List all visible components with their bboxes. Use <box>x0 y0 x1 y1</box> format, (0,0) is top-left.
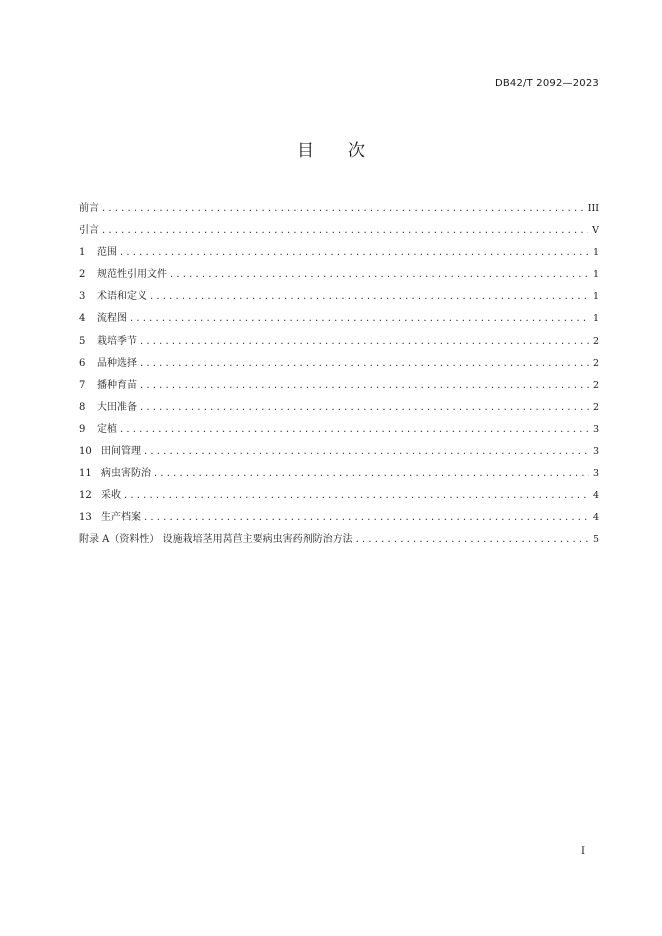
toc-entry[interactable] <box>79 288 599 310</box>
toc-leader-dots <box>140 355 589 373</box>
table-of-contents <box>79 200 599 554</box>
document-code: DB42/T 2092—2023 <box>494 78 599 89</box>
toc-entry-page: 2 <box>592 379 599 391</box>
toc-entry-label: 栽培季节 <box>97 335 137 347</box>
toc-entry[interactable] <box>79 487 599 509</box>
toc-entry[interactable] <box>79 222 599 244</box>
toc-entry-page: 2 <box>592 357 599 369</box>
toc-entry-label: 附录 A（资料性） 设施栽培茎用莴苣主要病虫害药剂防治方法 <box>79 534 353 546</box>
toc-entry-page: 3 <box>592 423 599 435</box>
toc-leader-dots <box>170 266 589 284</box>
toc-entry-number: 1 <box>79 247 86 259</box>
toc-leader-dots <box>140 377 589 395</box>
toc-entry-page: 3 <box>592 446 599 458</box>
toc-entry-label: 规范性引用文件 <box>97 269 167 281</box>
toc-leader-dots <box>144 509 589 527</box>
toc-leader-dots <box>356 531 589 549</box>
toc-entry[interactable] <box>79 377 599 399</box>
page-title: 目次 <box>297 141 399 161</box>
toc-entry-number: 3 <box>79 291 86 303</box>
toc-entry-number: 11 <box>79 468 92 480</box>
toc-entry[interactable] <box>79 310 599 332</box>
toc-entry-page: 2 <box>592 401 599 413</box>
toc-entry-label: 流程图 <box>97 313 127 325</box>
toc-leader-dots <box>140 333 589 351</box>
toc-entry[interactable] <box>79 443 599 465</box>
toc-entry-page: 1 <box>592 247 599 259</box>
toc-entry-number: 5 <box>79 335 86 347</box>
toc-entry-label: 采收 <box>101 490 121 502</box>
toc-entry-page: 2 <box>592 335 599 347</box>
toc-entry-number: 13 <box>79 512 92 524</box>
toc-entry[interactable] <box>79 200 599 222</box>
toc-entry-label: 生产档案 <box>101 512 141 524</box>
toc-entry-page: V <box>592 225 599 237</box>
toc-leader-dots <box>120 421 589 439</box>
toc-entry-number: 6 <box>79 357 86 369</box>
toc-entry-page: 4 <box>592 512 599 524</box>
toc-entry[interactable] <box>79 355 599 377</box>
toc-entry-page: 5 <box>592 534 599 546</box>
toc-entry-label: 品种选择 <box>97 357 137 369</box>
toc-entry-label: 定植 <box>97 423 117 435</box>
toc-entry-label: 播种育苗 <box>97 379 137 391</box>
toc-entry-number: 9 <box>79 423 86 435</box>
toc-entry[interactable] <box>79 421 599 443</box>
toc-leader-dots <box>120 244 589 262</box>
toc-entry[interactable] <box>79 509 599 531</box>
toc-leader-dots <box>124 487 589 505</box>
toc-leader-dots <box>154 465 589 483</box>
toc-entry-label: 术语和定义 <box>97 291 147 303</box>
toc-entry-page: 4 <box>592 490 599 502</box>
toc-entry-number: 8 <box>79 401 86 413</box>
toc-entry-page: III <box>587 203 599 214</box>
toc-entry[interactable] <box>79 266 599 288</box>
toc-entry[interactable] <box>79 399 599 421</box>
toc-entry-label: 前言 <box>79 203 99 214</box>
toc-leader-dots <box>130 310 589 328</box>
toc-entry-label: 范围 <box>97 247 117 259</box>
toc-entry-number: 7 <box>79 379 86 391</box>
toc-entry[interactable] <box>79 465 599 487</box>
toc-entry-page: 1 <box>592 313 599 325</box>
toc-entry-label: 大田准备 <box>97 401 137 413</box>
toc-entry-label: 病虫害防治 <box>101 468 151 480</box>
toc-entry-page: 3 <box>592 468 599 480</box>
toc-entry-number: 12 <box>79 490 92 502</box>
toc-leader-dots <box>150 288 589 306</box>
toc-entry-number: 2 <box>79 269 86 281</box>
page-number: I <box>581 846 585 857</box>
toc-entry-label: 田间管理 <box>101 446 141 458</box>
toc-entry-label: 引言 <box>79 225 99 237</box>
toc-entry[interactable] <box>79 333 599 355</box>
toc-entry[interactable] <box>79 531 599 553</box>
toc-entry-page: 1 <box>592 269 599 281</box>
toc-entry-number: 10 <box>79 446 92 458</box>
toc-leader-dots <box>102 222 588 240</box>
toc-leader-dots <box>140 399 589 417</box>
toc-entry[interactable] <box>79 244 599 266</box>
toc-leader-dots <box>102 200 584 218</box>
toc-leader-dots <box>144 443 589 461</box>
toc-entry-number: 4 <box>79 313 86 325</box>
toc-entry-page: 1 <box>592 291 599 303</box>
